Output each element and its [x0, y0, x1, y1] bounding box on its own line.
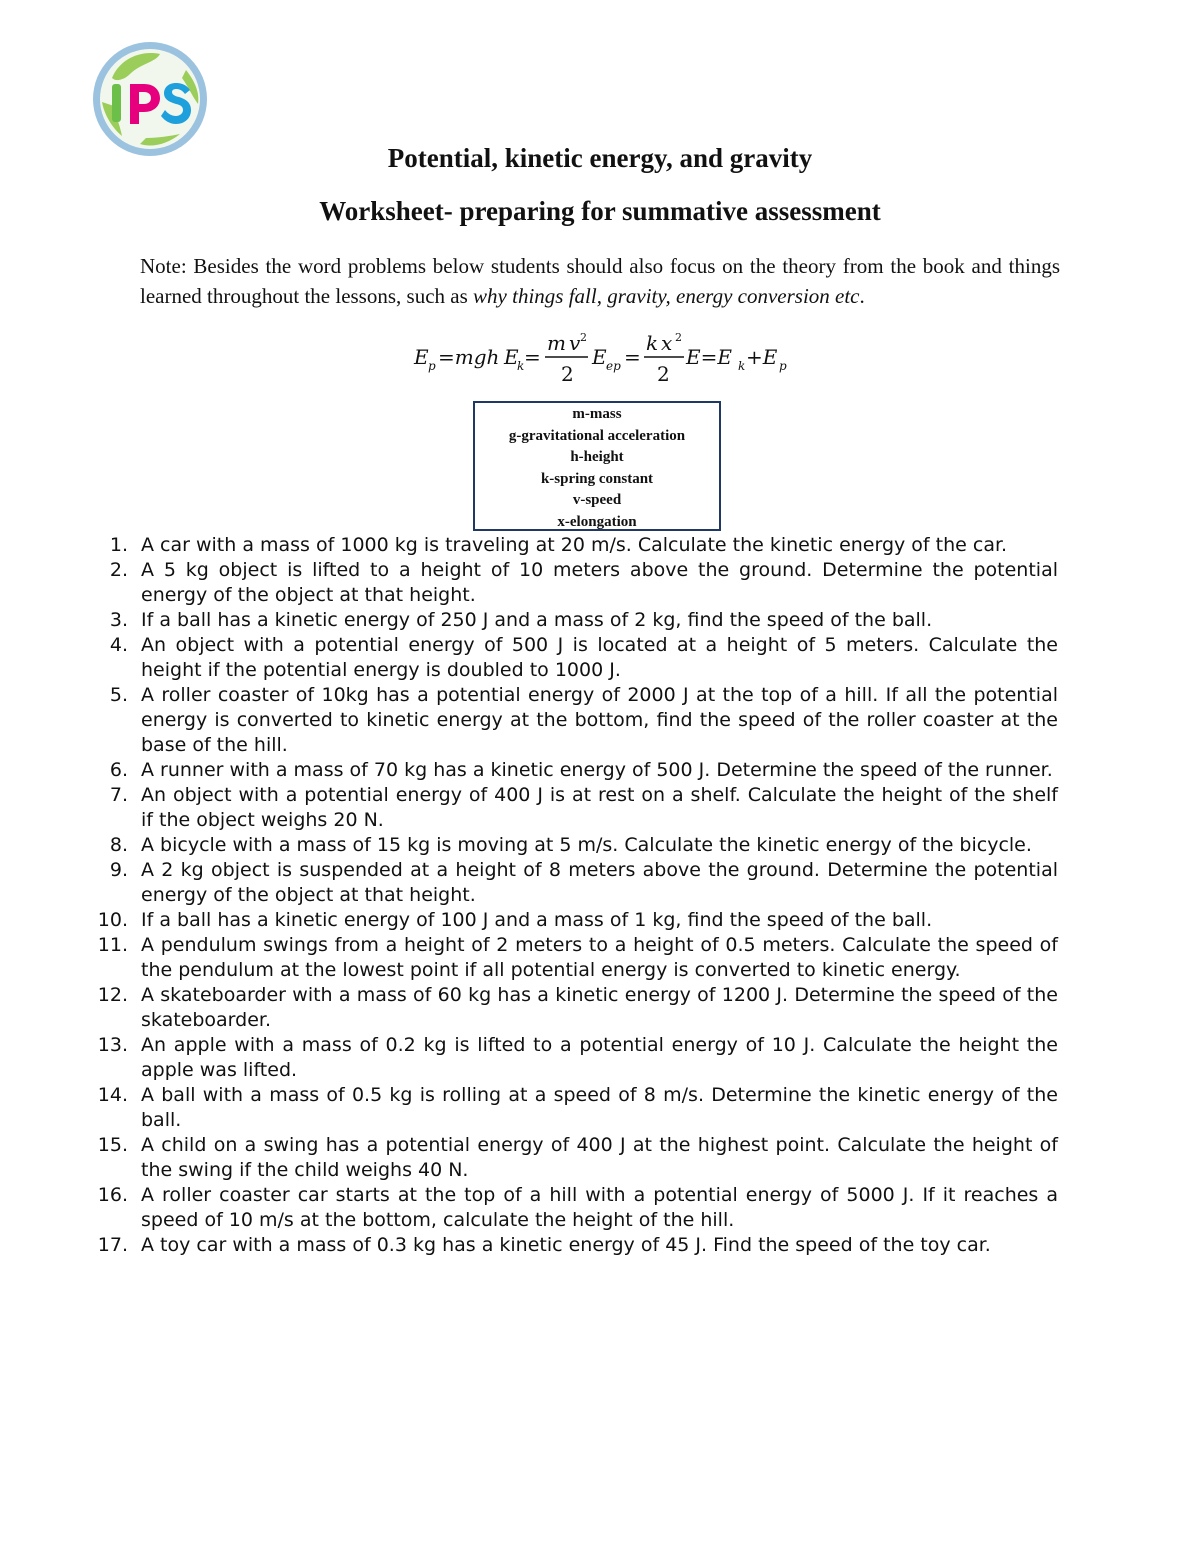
worksheet-subtitle: Worksheet- preparing for summative assessment [319, 196, 881, 226]
list-item [0, 1183, 1200, 1233]
legend-elongation: x-elongation [557, 513, 637, 530]
problem-number: 2. [109, 559, 128, 581]
formula-ek-eq: = [524, 345, 541, 369]
list-item [0, 933, 1200, 983]
formula-ek-num-m: m [547, 331, 566, 355]
list-item [0, 783, 1200, 833]
formula-ep-e: E [414, 345, 429, 369]
formula-ep-sub: p [428, 359, 436, 373]
problem-list [0, 533, 1200, 1258]
problem-text: A ball with a mass of 0.5 kg is rolling at a speed of 8 m/s. Determine the kinetic energy of the ball. [141, 1084, 1058, 1131]
problem-number: 5. [109, 684, 128, 706]
problem-number: 1. [109, 534, 128, 556]
problem-text: An object with a potential energy of 400 J is at rest on a shelf. Calculate the height of the shelf if the object weighs 20 N. [141, 784, 1058, 831]
formula-eep-sub: ep [606, 359, 621, 373]
problem-text: A car with a mass of 1000 kg is traveling at 20 m/s. Calculate the kinetic energy of the car. [141, 534, 1008, 556]
formula-ek-sq: 2 [580, 331, 587, 344]
list-item [0, 1083, 1200, 1133]
formula-eep-eq: = [624, 345, 641, 369]
problem-text: An object with a potential energy of 500 J is located at a height of 5 meters. Calculate the height if the potential energy is doubled to 1000 J. [141, 634, 1058, 681]
problem-text: A roller coaster car starts at the top of a hill with a potential energy of 5000 J. If it reaches a speed of 10 m/s at the bottom, calculate the height of the hill. [141, 1184, 1058, 1231]
problem-number: 6. [109, 759, 128, 781]
problem-number: 17. [97, 1234, 128, 1256]
note-text: Note: Besides the word problems below students should also focus on the theory from the book and things learned throughout the lessons, such as [140, 254, 1060, 308]
problem-number: 12. [97, 984, 128, 1006]
formula-ek-num-v: v [569, 331, 581, 355]
list-item [0, 1133, 1200, 1183]
note-end: . [859, 284, 865, 308]
problem-number: 13. [97, 1034, 128, 1056]
formula-eep-den: 2 [657, 362, 670, 386]
legend-speed: v-speed [572, 492, 622, 508]
formula-ep-rhs: =mgh [438, 345, 500, 369]
problem-text: If a ball has a kinetic energy of 250 J and a mass of 2 kg, find the speed of the ball. [141, 609, 933, 631]
formula-eep-num-x: x [661, 331, 673, 355]
list-item [0, 1233, 1200, 1258]
list-item [0, 558, 1200, 608]
worksheet-title: Potential, kinetic energy, and gravity [387, 143, 813, 173]
problem-text: An apple with a mass of 0.2 kg is lifted to a potential energy of 10 J. Calculate the height the apple was lifted. [141, 1034, 1058, 1081]
problem-number: 9. [109, 859, 128, 881]
problem-text: A child on a swing has a potential energy of 400 J at the highest point. Calculate the height of the swing if the child weighs 40 N. [141, 1134, 1058, 1181]
school-logo [90, 40, 210, 158]
list-item [0, 608, 1200, 633]
problem-number: 15. [97, 1134, 128, 1156]
problem-number: 14. [97, 1084, 128, 1106]
formula-total-plus: +E [746, 345, 778, 369]
note-italic-text: why things fall, gravity, energy conversion etc [473, 284, 860, 308]
problem-text: A toy car with a mass of 0.3 kg has a kinetic energy of 45 J. Find the speed of the toy car. [141, 1234, 991, 1256]
legend-spring-constant: k-spring constant [540, 470, 654, 487]
formula-ek-e: E [504, 345, 519, 369]
legend-height: h-height [570, 449, 624, 465]
problem-text: A bicycle with a mass of 15 kg is moving at 5 m/s. Calculate the kinetic energy of the bicycle. [141, 834, 1032, 856]
formula-eep-e: E [592, 345, 607, 369]
logo-letter-i [112, 84, 121, 122]
energy-formulas [0, 330, 1200, 386]
formula-ek-sub: k [517, 359, 525, 373]
problem-text: A 5 kg object is lifted to a height of 10 meters above the ground. Determine the potential energy of the object at that height. [141, 559, 1058, 606]
formula-total: E=E [686, 345, 732, 369]
list-item [0, 758, 1200, 783]
problem-text: A runner with a mass of 70 kg has a kinetic energy of 500 J. Determine the speed of the runner. [141, 759, 1053, 781]
formula-eep-num-k: k [646, 331, 659, 355]
formula-total-ek-sub: k [738, 359, 746, 373]
problem-number: 8. [109, 834, 128, 856]
formula-eep-sq: 2 [675, 331, 682, 344]
list-item [0, 633, 1200, 683]
problem-number: 7. [109, 784, 128, 806]
problem-text: If a ball has a kinetic energy of 100 J and a mass of 1 kg, find the speed of the ball. [141, 909, 933, 931]
list-item [0, 983, 1200, 1033]
problem-number: 16. [97, 1184, 128, 1206]
problem-text: A roller coaster of 10kg has a potential energy of 2000 J at the top of a hill. If all the potential energy is converted to kinetic energy at the bottom, find the speed of the roller coaster at the base of the hill. [141, 684, 1058, 756]
legend-mass: m-mass [572, 406, 622, 422]
list-item [0, 833, 1200, 858]
legend-gravitational-acceleration: g-gravitational acceleration [508, 427, 686, 444]
problem-number: 11. [97, 934, 128, 956]
problem-number: 3. [109, 609, 128, 631]
list-item [0, 683, 1200, 758]
problem-text: A pendulum swings from a height of 2 meters to a height of 0.5 meters. Calculate the speed of the pendulum at the lowest point if all potential energy is converted to kinetic energy. [141, 934, 1058, 981]
note-paragraph [140, 251, 1060, 311]
list-item [0, 908, 1200, 933]
formula-total-ep-sub: p [779, 359, 787, 373]
list-item [0, 1033, 1200, 1083]
problem-text: A 2 kg object is suspended at a height of 8 meters above the ground. Determine the potential energy of the object at that height. [141, 859, 1058, 906]
problem-number: 10. [97, 909, 128, 931]
list-item [0, 858, 1200, 908]
problem-number: 4. [109, 634, 128, 656]
variable-legend-box [473, 401, 721, 531]
list-item [0, 533, 1200, 558]
problem-text: A skateboarder with a mass of 60 kg has a kinetic energy of 1200 J. Determine the speed of the skateboarder. [141, 984, 1058, 1031]
formula-ek-den: 2 [561, 362, 574, 386]
